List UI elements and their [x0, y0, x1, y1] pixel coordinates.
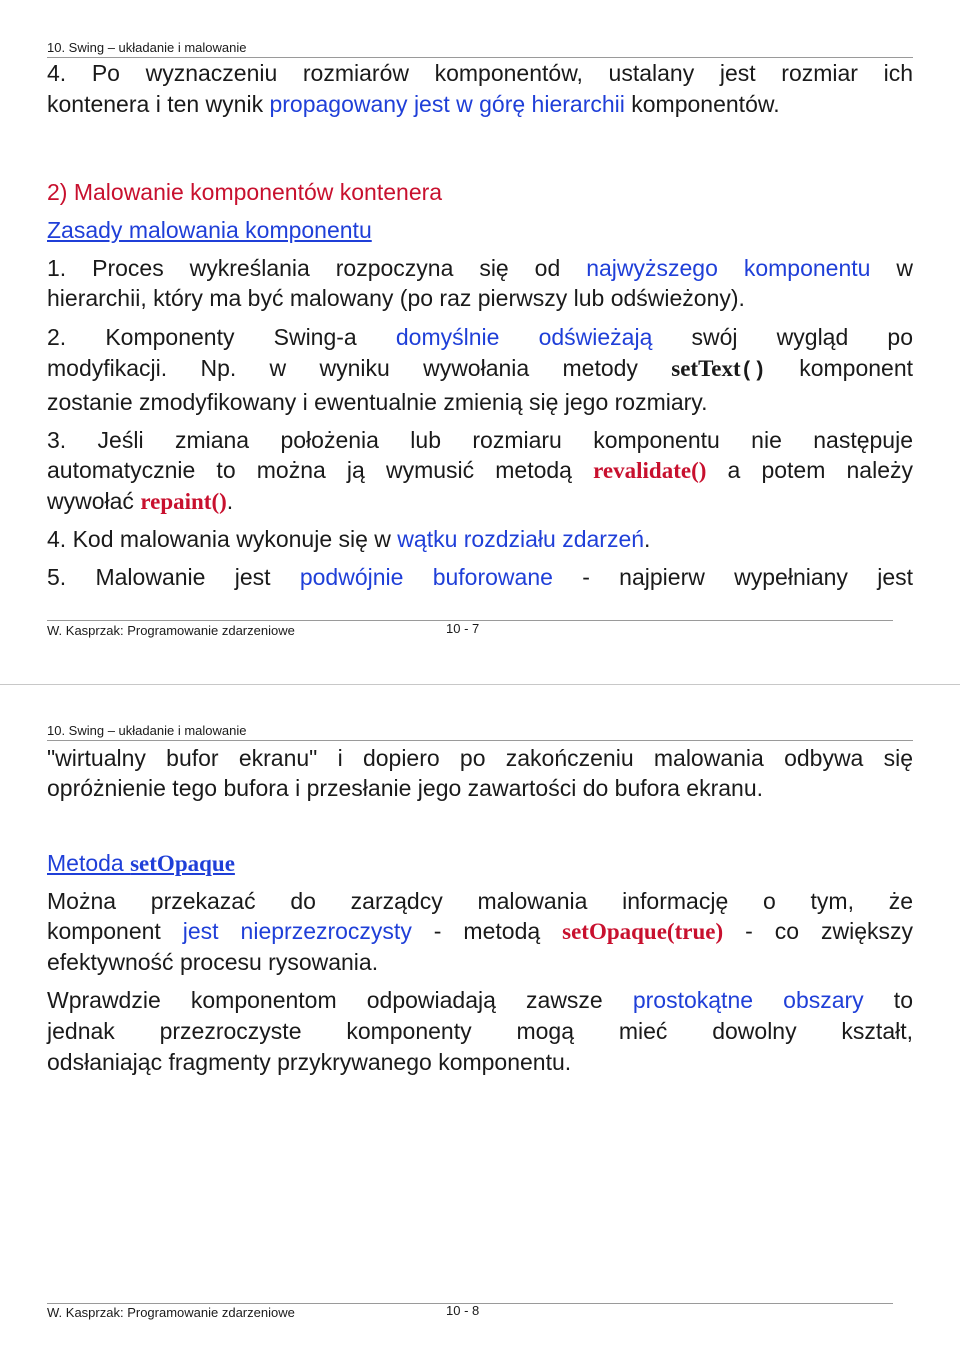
point3-line1: 3. Jeśli zmiana położenia lub rozmiaru komponentu nie następuje: [47, 427, 913, 453]
text-run: 2. Komponenty Swing-a: [47, 324, 396, 350]
point1-line2: hierarchii, który ma być malowany (po raz pierwszy lub odświeżony).: [47, 285, 745, 311]
page-number: 10 - 8: [446, 1303, 480, 1318]
point3-line2: [47, 455, 913, 486]
page-header: 10. Swing – układanie i malowanie: [47, 40, 247, 55]
method-para1-line2: [47, 916, 913, 947]
continuation-line1: "wirtualny bufor ekranu" i dopiero po zakończeniu malowania odbywa się: [47, 745, 913, 771]
text-run: wywołać: [47, 488, 141, 514]
text-run: w: [870, 255, 913, 281]
method-para2-line3: odsłaniając fragmenty przykrywanego komponentu.: [47, 1049, 572, 1075]
text-run: - metodą: [411, 918, 563, 944]
method-para1-line1: Można przekazać do zarządcy malowania informację o tym, że: [47, 888, 913, 914]
code-method: setOpaque(true): [562, 919, 724, 944]
continuation-line2: opróżnienie tego bufora i przesłanie jego zawartości do bufora ekranu.: [47, 775, 763, 801]
point2-line3: zostanie zmodyfikowany i ewentualnie zmienią się jego rozmiary.: [47, 389, 708, 415]
footer-author: W. Kasprzak: Programowanie zdarzeniowe: [47, 623, 295, 638]
method-para1-line3: efektywność procesu rysowania.: [47, 949, 379, 975]
item4-line1: 4. Po wyznaczeniu rozmiarów komponentów, ustalany jest rozmiar ich: [47, 60, 913, 86]
point1-line1: [47, 253, 913, 284]
code-method: setText: [671, 356, 741, 381]
text-run: komponent: [47, 918, 183, 944]
text-run: komponent: [765, 355, 913, 381]
highlight-phrase: propagowany jest w górę hierarchii: [269, 91, 625, 117]
section-title: 2) Malowanie komponentów kontenera: [47, 179, 443, 205]
page-header: 10. Swing – układanie i malowanie: [47, 723, 247, 738]
method-para2-line2: jednak przezroczyste komponenty mogą mieć dowolny kształt,: [47, 1018, 913, 1044]
point3-line3: [47, 486, 913, 517]
point4-line: [47, 524, 913, 555]
text-run: a potem należy: [706, 457, 913, 483]
subsection-title: Zasady malowania komponentu: [47, 217, 372, 243]
text-run: Wprawdzie komponentom odpowiadają zawsze: [47, 987, 633, 1013]
code-parens: (): [740, 360, 766, 383]
text-run: automatycznie to można ją wymusić metodą: [47, 457, 594, 483]
text-run: komponentów.: [624, 91, 780, 117]
point5-line: [47, 562, 913, 593]
highlight-phrase: domyślnie odświeżają: [395, 324, 653, 350]
footer-author: W. Kasprzak: Programowanie zdarzeniowe: [47, 1305, 295, 1320]
text-run: Metoda: [47, 850, 131, 876]
text-run: 5. Malowanie jest: [47, 564, 300, 590]
method-para2-line1: [47, 985, 913, 1016]
code-method: setOpaque: [130, 851, 235, 876]
highlight-phrase: prostokątne obszary: [632, 987, 864, 1013]
text-run: kontenera i ten wynik: [47, 91, 270, 117]
text-run: - najpierw wypełniany jest: [552, 564, 914, 590]
text-run: .: [226, 488, 234, 514]
point2-line2: [47, 353, 913, 387]
text-run: modyfikacji. Np. w wyniku wywołania metody: [47, 355, 672, 381]
text-run: 4. Kod malowania wykonuje się w: [47, 526, 398, 552]
point2-line1: [47, 322, 913, 353]
text-run: to: [863, 987, 913, 1013]
highlight-phrase: najwyższego komponentu: [586, 255, 871, 281]
highlight-phrase: jest nieprzezroczysty: [182, 918, 412, 944]
highlight-phrase: wątku rozdziału zdarzeń: [397, 526, 645, 552]
text-run: .: [644, 526, 651, 552]
page-separator: [0, 684, 960, 685]
code-method: revalidate(): [593, 458, 707, 483]
text-run: swój wygląd po: [652, 324, 913, 350]
code-method: repaint(): [140, 489, 227, 514]
page-number: 10 - 7: [446, 621, 480, 636]
header-divider: [47, 740, 913, 741]
text-run: - co zwiększy: [723, 918, 913, 944]
item4-line2: [47, 89, 913, 120]
text-run: 1. Proces wykreślania rozpoczyna się od: [47, 255, 587, 281]
method-title: [47, 848, 913, 879]
highlight-phrase: podwójnie buforowane: [299, 564, 553, 590]
